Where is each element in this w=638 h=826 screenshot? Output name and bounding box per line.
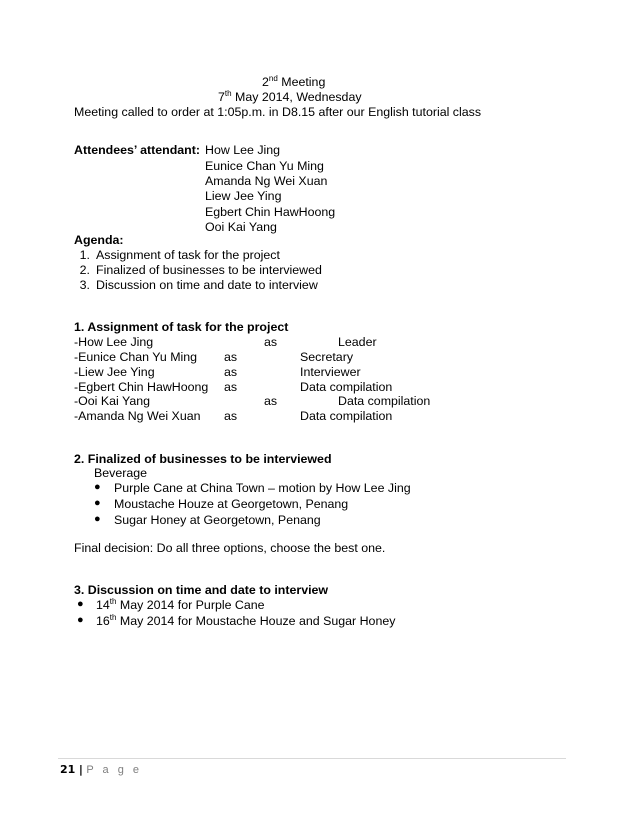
attendee-name: How Lee Jing — [205, 143, 281, 157]
bullet-icon: ● — [77, 614, 84, 626]
task-role: Data compilation — [300, 409, 393, 423]
footer-separator: | — [78, 763, 83, 776]
task-role: Data compilation — [300, 380, 393, 394]
attendee-name: Eunice Chan Yu Ming — [205, 159, 324, 173]
task-name: -Amanda Ng Wei Xuan — [74, 409, 201, 423]
task-as: as — [264, 394, 278, 408]
meeting-date: 7th May 2014, Wednesday — [218, 88, 362, 104]
category-label: Beverage — [94, 466, 148, 480]
agenda-item: 3. Discussion on time and date to interview — [79, 278, 318, 292]
page-word: P a g e — [86, 764, 143, 776]
task-role: Secretary — [300, 350, 354, 364]
called-to-order-line: Meeting called to order at 1:05p.m. in D8.15 after our English tutorial class — [74, 105, 482, 119]
attendee-name: Egbert Chin HawHoong — [205, 205, 336, 219]
agenda-item: 2. Finalized of businesses to be interviewed — [79, 263, 322, 277]
task-as: as — [264, 335, 278, 349]
interview-date-item: 14th May 2014 for Purple Cane — [96, 596, 265, 612]
meeting-title: 2nd Meeting — [262, 73, 326, 89]
bullet-icon: ● — [94, 497, 101, 509]
attendee-name: Ooi Kai Yang — [205, 220, 277, 234]
business-item: Purple Cane at China Town – motion by How Lee Jing — [114, 481, 411, 495]
section1-heading: 1. Assignment of task for the project — [74, 320, 289, 334]
agenda-heading: Agenda: — [74, 233, 124, 247]
bullet-icon: ● — [77, 598, 84, 610]
business-item: Moustache Houze at Georgetown, Penang — [114, 497, 349, 511]
task-name: -Egbert Chin HawHoong — [74, 380, 209, 394]
final-decision: Final decision: Do all three options, choose the best one. — [74, 541, 386, 555]
task-as: as — [224, 409, 238, 423]
interview-date-item: 16th May 2014 for Moustache Houze and Sugar Honey — [96, 612, 396, 628]
agenda-item: 1. Assignment of task for the project — [79, 248, 280, 262]
task-name: -Eunice Chan Yu Ming — [74, 350, 198, 364]
task-role: Leader — [338, 335, 377, 349]
bullet-icon: ● — [94, 513, 101, 525]
page-footer — [60, 763, 142, 776]
attendee-name: Liew Jee Ying — [205, 189, 282, 203]
task-role: Data compilation — [338, 394, 431, 408]
business-item: Sugar Honey at Georgetown, Penang — [114, 513, 321, 527]
bullet-icon: ● — [94, 481, 101, 493]
section3-heading: 3. Discussion on time and date to interview — [74, 583, 329, 597]
task-name: -Liew Jee Ying — [74, 365, 155, 379]
task-as: as — [224, 350, 238, 364]
task-as: as — [224, 380, 238, 394]
page-number: 21 — [60, 763, 76, 776]
task-name: -Ooi Kai Yang — [74, 394, 150, 408]
footer-divider — [58, 758, 566, 759]
task-name: -How Lee Jing — [74, 335, 154, 349]
section2-heading: 2. Finalized of businesses to be interviewed — [74, 452, 332, 466]
attendee-name: Amanda Ng Wei Xuan — [205, 174, 328, 188]
attendees-label: Attendees’ attendant: — [74, 143, 200, 157]
task-role: Interviewer — [300, 365, 361, 379]
task-as: as — [224, 365, 238, 379]
